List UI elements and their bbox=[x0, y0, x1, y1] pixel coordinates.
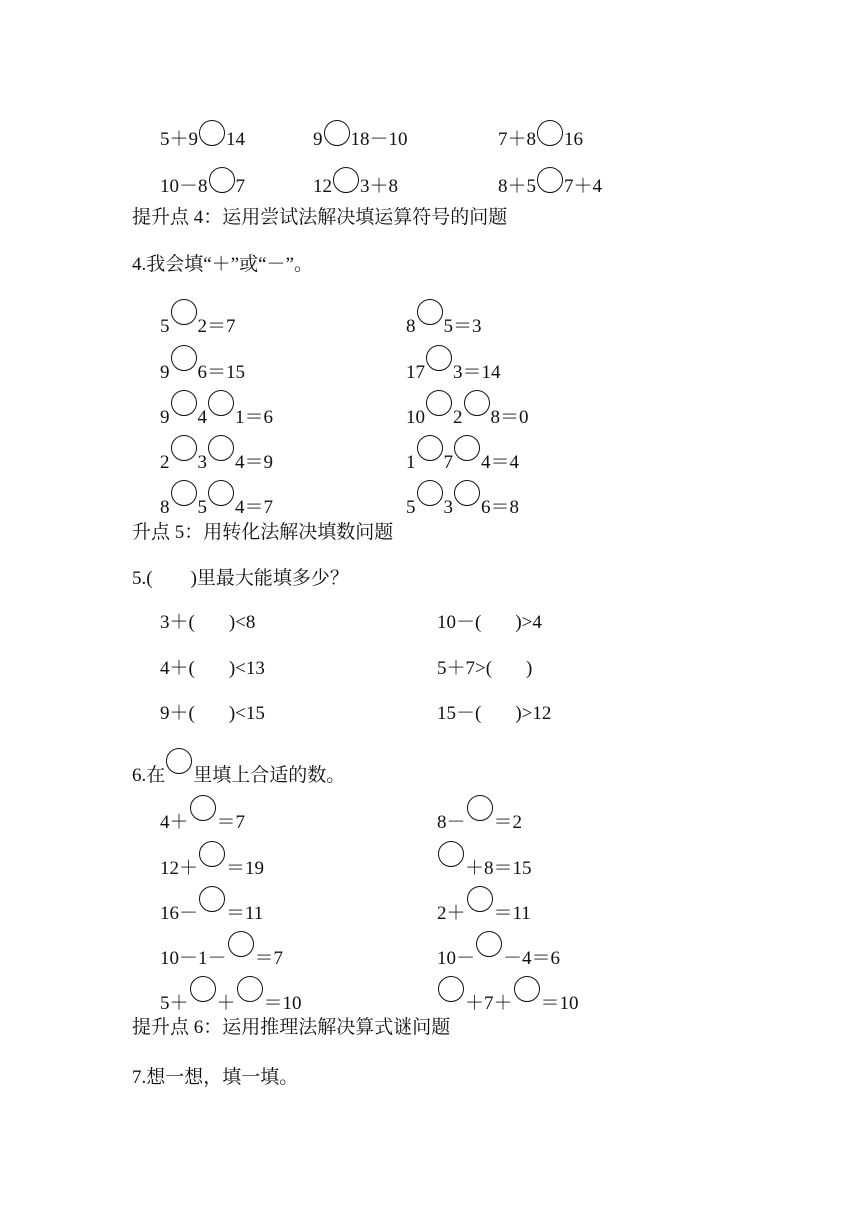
equation-text: ＋8＝15 bbox=[465, 858, 532, 879]
answer-circle-icon[interactable] bbox=[166, 748, 192, 774]
equation-text: ＝11 bbox=[226, 903, 264, 924]
equation bbox=[437, 976, 579, 1014]
equation-text: )<15 bbox=[228, 703, 265, 724]
equation bbox=[160, 841, 265, 879]
equation-text: 9 bbox=[313, 129, 323, 150]
equation bbox=[437, 657, 532, 681]
answer-circle-icon[interactable] bbox=[417, 435, 443, 461]
equation bbox=[406, 390, 529, 428]
answer-circle-icon[interactable] bbox=[454, 435, 480, 461]
equation-text: 8＝0 bbox=[490, 407, 529, 428]
equation bbox=[437, 841, 532, 879]
equation bbox=[406, 299, 482, 337]
equation-text: ＝10 bbox=[540, 993, 579, 1014]
question-5-title: 5.( )里最大能填多少？ bbox=[132, 568, 349, 589]
equation-text: 5＋ bbox=[160, 993, 189, 1014]
answer-circle-icon[interactable] bbox=[464, 390, 490, 416]
answer-circle-icon[interactable] bbox=[171, 435, 197, 461]
equation-text: ＝10 bbox=[263, 993, 302, 1014]
answer-circle-icon[interactable] bbox=[190, 976, 216, 1002]
equation-text: 12 bbox=[313, 176, 332, 197]
answer-circle-icon[interactable] bbox=[467, 795, 493, 821]
equation-text: 3 bbox=[443, 497, 453, 518]
answer-circle-icon[interactable] bbox=[209, 167, 235, 193]
answer-circle-icon[interactable] bbox=[228, 931, 254, 957]
question-4-title: 4.我会填“＋”或“－”。 bbox=[132, 254, 313, 275]
answer-circle-icon[interactable] bbox=[171, 390, 197, 416]
equation-text: 6＝8 bbox=[481, 497, 520, 518]
equation-text: )>4 bbox=[515, 612, 542, 633]
answer-circle-icon[interactable] bbox=[537, 120, 563, 146]
equation-text: 5＋7>( bbox=[437, 658, 493, 679]
equation bbox=[160, 886, 264, 924]
answer-circle-icon[interactable] bbox=[454, 480, 480, 506]
equation-text: 3＋( bbox=[160, 612, 195, 633]
equation-text: 5 bbox=[406, 497, 416, 518]
answer-circle-icon[interactable] bbox=[171, 345, 197, 371]
equation-text: －4＝6 bbox=[503, 948, 561, 969]
answer-circle-icon[interactable] bbox=[417, 480, 443, 506]
equation-text: 9＋( bbox=[160, 703, 195, 724]
equation-text: 5 bbox=[197, 497, 207, 518]
answer-circle-icon[interactable] bbox=[199, 841, 225, 867]
equation bbox=[160, 345, 246, 383]
answer-circle-icon[interactable] bbox=[438, 976, 464, 1002]
question-6-title bbox=[132, 748, 345, 788]
equation-text: 6＝15 bbox=[197, 362, 246, 383]
heading-point-6: 提升点 6：运用推理法解决算式谜问题 bbox=[132, 1017, 451, 1038]
equation-text: )<8 bbox=[228, 612, 256, 633]
equation bbox=[437, 886, 531, 924]
equation bbox=[498, 167, 603, 197]
q6-title-suffix: 里填上合适的数。 bbox=[193, 765, 346, 786]
answer-circle-icon[interactable] bbox=[208, 435, 234, 461]
equation bbox=[406, 435, 520, 473]
equation-text: 2 bbox=[160, 452, 170, 473]
equation bbox=[160, 435, 274, 473]
heading-point-4: 提升点 4：运用尝试法解决填运算符号的问题 bbox=[132, 207, 508, 228]
equation-text: ＝7 bbox=[254, 948, 284, 969]
equation-text: )<13 bbox=[228, 658, 265, 679]
answer-circle-icon[interactable] bbox=[171, 480, 197, 506]
answer-circle-icon[interactable] bbox=[208, 390, 234, 416]
equation-text: 1 bbox=[406, 452, 416, 473]
equation-text: 17 bbox=[406, 362, 425, 383]
equation-text: 9 bbox=[160, 362, 170, 383]
answer-circle-icon[interactable] bbox=[417, 299, 443, 325]
equation-text: 10－1－ bbox=[160, 948, 227, 969]
equation-text: 7 bbox=[443, 452, 453, 473]
equation bbox=[313, 120, 408, 150]
equation-text: 10－( bbox=[437, 612, 482, 633]
answer-circle-icon[interactable] bbox=[426, 345, 452, 371]
answer-circle-icon[interactable] bbox=[190, 795, 216, 821]
equation bbox=[437, 611, 542, 635]
equation-text: 4＋ bbox=[160, 812, 189, 833]
equation-text: 2＋ bbox=[437, 903, 466, 924]
equation-text: 8 bbox=[406, 316, 416, 337]
equation-text: 12＋ bbox=[160, 858, 199, 879]
equation-text: 4＝7 bbox=[235, 497, 274, 518]
answer-circle-icon[interactable] bbox=[426, 390, 452, 416]
equation-text: 4＋( bbox=[160, 658, 195, 679]
equation bbox=[160, 480, 274, 518]
equation-text: 18－10 bbox=[350, 129, 408, 150]
equation-text: 8 bbox=[160, 497, 170, 518]
equation bbox=[437, 702, 551, 726]
answer-circle-icon[interactable] bbox=[476, 931, 502, 957]
equation-text: 10－8 bbox=[160, 176, 208, 197]
equation-text: 14 bbox=[226, 129, 246, 150]
equation-text: 10－ bbox=[437, 948, 476, 969]
equation bbox=[498, 120, 584, 150]
equation bbox=[160, 120, 246, 150]
equation-text: ＝19 bbox=[226, 858, 265, 879]
equation-text: ＝2 bbox=[493, 812, 523, 833]
answer-circle-icon[interactable] bbox=[438, 841, 464, 867]
heading-point-5: 升点 5：用转化法解决填数问题 bbox=[132, 522, 394, 543]
equation-text: 8－ bbox=[437, 812, 466, 833]
equation-text: 4 bbox=[197, 407, 207, 428]
equation bbox=[406, 345, 501, 383]
equation-text: 15－( bbox=[437, 703, 482, 724]
equation-text: 8＋5 bbox=[498, 176, 537, 197]
equation bbox=[160, 702, 265, 726]
equation-text: 16 bbox=[564, 129, 584, 150]
equation bbox=[160, 299, 236, 337]
equation bbox=[160, 657, 265, 681]
answer-circle-icon[interactable] bbox=[333, 167, 359, 193]
equation-text: 16－ bbox=[160, 903, 199, 924]
equation bbox=[437, 931, 561, 969]
equation bbox=[437, 795, 523, 833]
answer-circle-icon[interactable] bbox=[537, 167, 563, 193]
answer-circle-icon[interactable] bbox=[208, 480, 234, 506]
equation-text: 2 bbox=[453, 407, 463, 428]
answer-circle-icon[interactable] bbox=[467, 886, 493, 912]
equation-text: ) bbox=[526, 658, 533, 679]
equation-text: 3＋8 bbox=[360, 176, 399, 197]
equation-text: ＝11 bbox=[493, 903, 531, 924]
equation bbox=[160, 976, 302, 1014]
equation-text: 7＋4 bbox=[564, 176, 603, 197]
equation-text: 10 bbox=[406, 407, 425, 428]
equation bbox=[160, 611, 255, 635]
equation-text: 3＝14 bbox=[453, 362, 501, 383]
equation-text: 9 bbox=[160, 407, 170, 428]
equation bbox=[160, 931, 284, 969]
equation bbox=[406, 480, 520, 518]
equation-text: 4＝9 bbox=[235, 452, 274, 473]
q6-title-prefix: 6.在 bbox=[132, 765, 166, 786]
answer-circle-icon[interactable] bbox=[514, 976, 540, 1002]
equation bbox=[313, 167, 399, 197]
answer-circle-icon[interactable] bbox=[171, 299, 197, 325]
equation-text: 5＋9 bbox=[160, 129, 199, 150]
equation-text: 5 bbox=[160, 316, 170, 337]
equation-text: ＋ bbox=[216, 993, 236, 1014]
equation-text: 3 bbox=[197, 452, 207, 473]
equation-text: )>12 bbox=[515, 703, 552, 724]
equation-text: ＝7 bbox=[216, 812, 246, 833]
equation-text: 2＝7 bbox=[197, 316, 236, 337]
answer-circle-icon[interactable] bbox=[199, 886, 225, 912]
equation bbox=[160, 167, 246, 197]
equation-text: ＋7＋ bbox=[465, 993, 513, 1014]
equation-text: 7＋8 bbox=[498, 129, 537, 150]
answer-circle-icon[interactable] bbox=[324, 120, 350, 146]
equation bbox=[160, 795, 246, 833]
equation-text: 5＝3 bbox=[443, 316, 482, 337]
equation-text: 4＝4 bbox=[481, 452, 520, 473]
equation-text: 7 bbox=[235, 176, 246, 197]
equation bbox=[160, 390, 274, 428]
answer-circle-icon[interactable] bbox=[199, 120, 225, 146]
answer-circle-icon[interactable] bbox=[237, 976, 263, 1002]
question-7-title: 7.想一想，填一填。 bbox=[132, 1067, 299, 1088]
equation-text: 1＝6 bbox=[235, 407, 274, 428]
